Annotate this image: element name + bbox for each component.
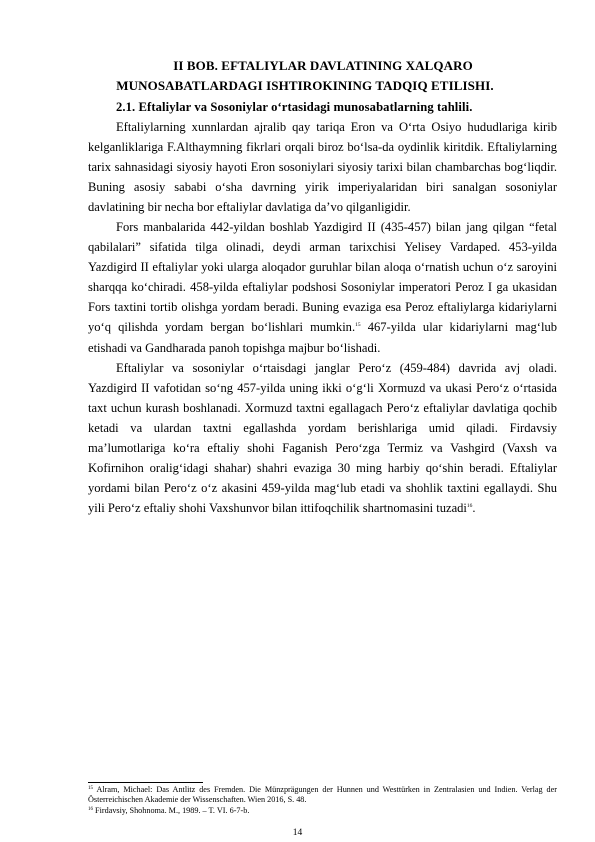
paragraph-2 xyxy=(88,217,557,357)
footnote-text: Firdavsiy, Shohnoma. M., 1989. – T. VI. 6-7-b. xyxy=(93,805,250,815)
chapter-title-line-2: MUNOSABATLARDAGI ISHTIROKINING TADQIQ ETILISHI. xyxy=(116,78,494,93)
section-title: 2.1. Eftaliylar va Sosoniylar oʻrtasidagi munosabatlarning tahlili. xyxy=(116,100,473,114)
paragraph-1 xyxy=(88,117,557,217)
footnotes xyxy=(88,785,557,816)
footnote-ref-15[interactable]: 15 xyxy=(355,322,361,329)
paragraph-3 xyxy=(88,358,557,518)
footnote-number: 15 xyxy=(88,786,93,791)
paragraph-text: Eftaliylar va sosoniylar oʻrtaisdagi janglar Peroʻz (459-484) davrida avj oladi. Yazdigird II vafotidan soʻng 457-yilda uning ikki oʻgʻli Xormuzd va ukasi Peroʻz oʻrtasida taxt uchun kurash boshlanadi. Xormuzd taxtni egallagach Peroʻz eftaliylar davlatiga qochib ketadi va ulardan taxtni egallashda yordam berishlariga umid qiladi. Firdavsiy maʼlumotlariga koʻra eftaliy shohi Faganish Peroʻzga Termiz va Vashgird (Vaxsh va Kofirnihon oraligʻidagi shahar) shahri evaziga 30 ming harbiy qoʻshin beradi. Eftaliylar yordami bilan Peroʻz oʻz akasini 459-yilda magʻlub etadi va shohlik taxtini egallaydi. Shu yili Peroʻz eftaliy shohi Vaxshunvor bilan ittifoqchilik shartnomasini tuzadi xyxy=(88,360,557,515)
paragraph-text: . xyxy=(472,500,476,515)
paragraph-text: Fors manbalarida 442-yildan boshlab Yazdigird II (435-457) bilan jang qilgan “fetal qabilalari” sifatida tilga olinadi, deydi arman tarixchisi Yelisey Vardaped. 453-yilda Yazdigird II eftaliylar yoki ularga aloqador guruhlar bilan aloqa oʻrnatish uchun oʻz saroyini sharqqa koʻchiradi. 458-yilda eftaliylar podshosi Sosoniylar imperatori Peroz I ga ukasidan Fors taxtini tortib olishga yordam beradi. Buning evaziga esa Peroz eftaliylarga kidariylarni yoʻq qilishda yordam bergan boʻlishlari mumkin. xyxy=(88,220,557,335)
footnote-number: 16 xyxy=(88,806,93,812)
footnote-text: Alram, Michael: Das Antlitz des Fremden. Die Münzprägungen der Hunnen und Westtürken in Zentralasien und Indien. Verlag der Österreichischen Akademie der Wissenschaften. Wien 2016, S. 48. xyxy=(88,785,557,805)
paragraph-text: 467-yilda ular kidariylarni magʻlub etishadi va Gandharada panoh topishga majbur boʻlishadi. xyxy=(88,320,558,355)
chapter-title-line-1: II BOB. EFTALIYLAR DAVLATINING XALQARO xyxy=(173,58,473,73)
footnote-16 xyxy=(88,806,557,816)
page-number: 14 xyxy=(292,828,303,838)
footnote-ref-16[interactable]: 16 xyxy=(466,502,473,509)
paragraph-text: Eftaliylarning xunnlardan ajralib qay tariqa Eron va Oʻrta Osiyo hududlariga kirib kelganliklariga F.Althaymning fikrlari orqali biroz boʻlsa-da oydinlik kiritdik. Eftaliylarning tarix sahnasidagi siyosiy hayoti Eron sosoniylari siyosiy tarixi bilan chambarchas bogʻliqdir. Buning asosiy sababi oʻsha davrning yirik imperiyalaridan biri sanalgan sosoniylar davlatining bir necha bor eftaliylar davlatiga daʼvo qilganligidir. xyxy=(88,120,557,215)
footnote-15 xyxy=(88,785,557,806)
body-text xyxy=(88,117,557,518)
footnote-divider xyxy=(88,782,203,783)
